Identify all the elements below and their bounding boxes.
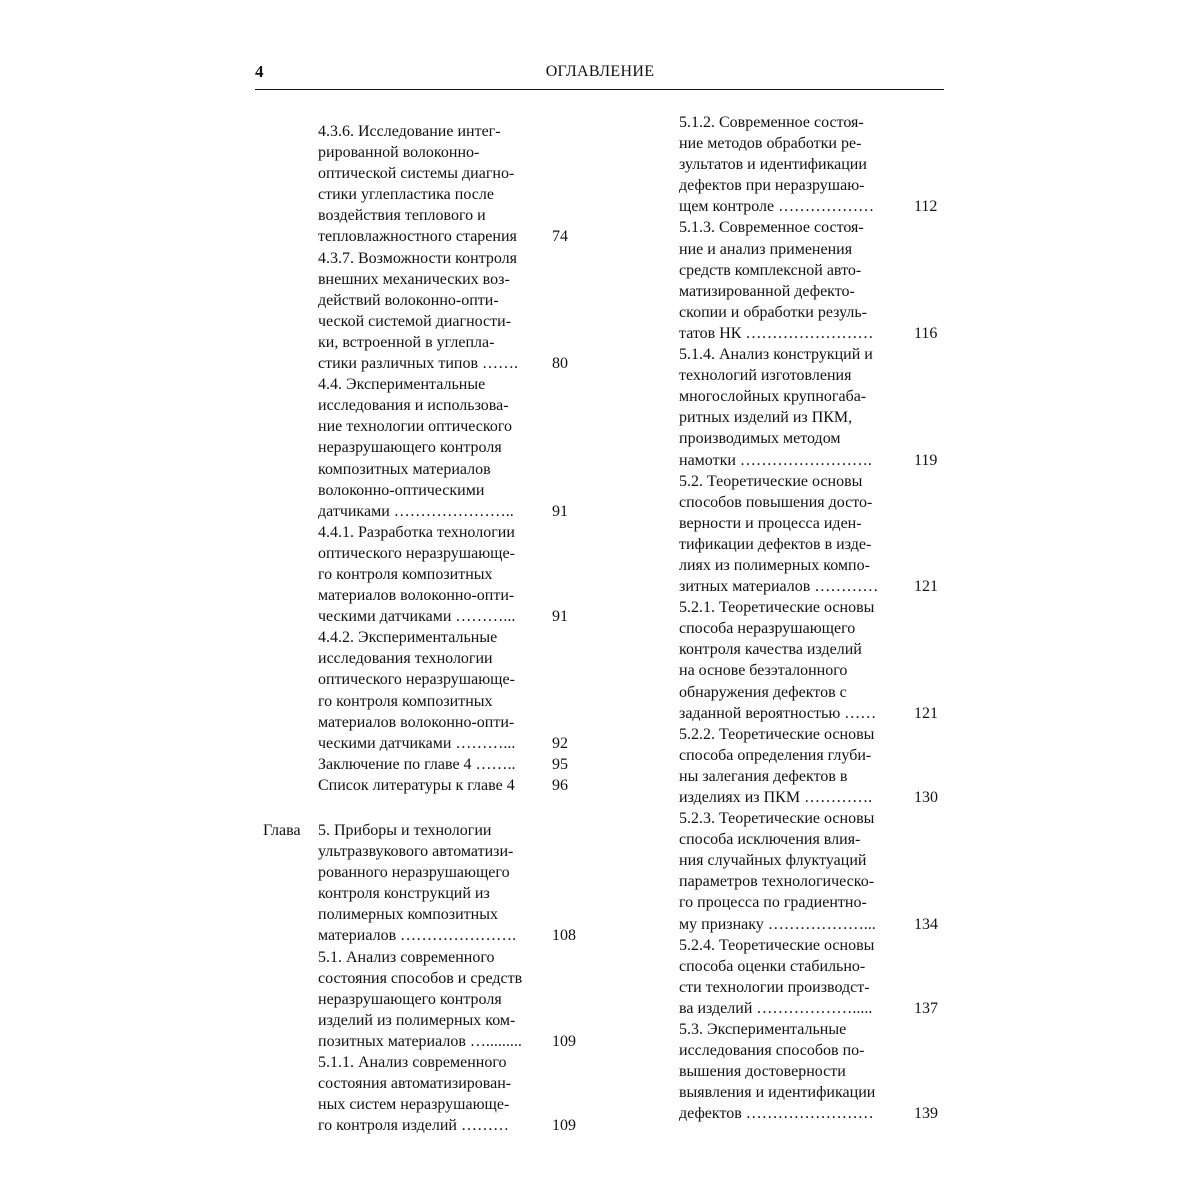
toc-page-number: 116 (914, 324, 938, 342)
toc-entry-text-line: 5. Приборы и технологии (318, 822, 492, 839)
toc-entry-text-line: способа исключения влия- (679, 831, 861, 849)
toc-entry-text-line: на основе безэталонного (679, 662, 848, 680)
toc-entry-text-line: внешних механических воз- (318, 270, 510, 288)
toc-entry-text-line: стики различных типов ……. (318, 355, 518, 373)
toc-entry-text-line: 5.2.3. Теоретические основы (679, 810, 875, 828)
toc-page-number: 137 (914, 999, 938, 1017)
toc-entry-text-line: полимерных композитных (318, 906, 498, 924)
toc-page-number: 109 (552, 1032, 576, 1050)
toc-entry-text-line: Заключение по главе 4 …….. (318, 755, 516, 773)
toc-entry-text-line: 4.4.1. Разработка технологии (318, 523, 515, 541)
toc-page-number: 74 (552, 228, 568, 246)
toc-entry-text-line: контроля конструкций из (318, 885, 490, 903)
toc-entry-text-line: оптического неразрушающе- (318, 544, 515, 562)
toc-entry-text-line: контроля качества изделий (679, 641, 862, 659)
toc-entry (679, 471, 945, 598)
toc-left-column (263, 121, 580, 1136)
toc-entry-text-line: оптической системы диагно- (318, 165, 515, 183)
toc-entry-text-line: ческой системой диагности- (318, 312, 512, 330)
toc-entry-text-line: ние и анализ применения (679, 240, 853, 258)
toc-entry (263, 820, 580, 947)
toc-entry-text-line: ритных изделий из ПКМ, (679, 409, 853, 427)
section-gap (318, 796, 580, 820)
toc-entry-text-line: тификации дефектов в изде- (679, 535, 872, 553)
toc-page-number: 92 (552, 734, 568, 752)
toc-entry-text-line: рованного неразрушающего (318, 864, 510, 882)
toc-entry-text-line: воздействия теплового и (318, 207, 486, 225)
toc-entry-text-line: неразрушающего контроля (318, 439, 502, 457)
toc-entry (318, 775, 580, 796)
toc-entry-text-line: ческими датчиками ………... (318, 734, 516, 752)
toc-entry-text-line: неразрушающего контроля (318, 990, 502, 1008)
toc-entry-text-line: параметров технологическо- (679, 873, 875, 891)
toc-entry (318, 248, 580, 375)
toc-entry-text-line: ние методов обработки ре- (679, 135, 862, 153)
toc-entry (679, 344, 945, 471)
toc-entry-text-line: 5.2.1. Теоретические основы (679, 599, 875, 617)
toc-entry-text-line: материалов волоконно-опти- (318, 713, 515, 731)
toc-entry (318, 627, 580, 754)
toc-entry-text-line: производимых методом (679, 430, 841, 448)
toc-entry-text-line: 5.1.2. Современное состоя- (679, 114, 864, 131)
toc-entry-text-line: ние технологии оптического (318, 418, 513, 436)
toc-entry (679, 597, 945, 724)
toc-page-number: 112 (914, 198, 938, 216)
toc-entry-text-line: 5.1.4. Анализ конструкций и (679, 346, 873, 364)
toc-right-column (679, 112, 945, 1125)
toc-entry-text-line: датчиками ………………….. (318, 502, 514, 520)
toc-entry-text-line: состояния способов и средств (318, 969, 523, 987)
toc-entry-text-line: рированной волоконно- (318, 144, 480, 162)
toc-entry-text-line: го процесса по градиентно- (679, 894, 867, 912)
toc-entry-text-line: материалов …………………. (318, 927, 517, 945)
running-title: ОГЛАВЛЕНИЕ (545, 63, 655, 80)
toc-entry (679, 935, 945, 1019)
toc-page-number: 119 (914, 451, 938, 469)
toc-entry-text-line: 5.2.2. Теоретические основы (679, 725, 875, 743)
toc-entry-text-line: дефектов при неразрушаю- (679, 177, 865, 195)
toc-page-number: 95 (552, 755, 568, 773)
toc-page-number: 96 (552, 776, 568, 794)
chapter-label: Глава (263, 822, 301, 839)
toc-entry-text-line: 4.4. Экспериментальные (318, 376, 486, 394)
toc-page-number: 130 (914, 789, 938, 806)
toc-entry-text-line: го контроля изделий ……… (318, 1117, 509, 1135)
toc-entry-text-line: технологий изготовления (679, 367, 852, 385)
toc-entry-text-line: ния случайных флуктуаций (679, 852, 867, 870)
toc-page-number: 139 (914, 1105, 938, 1123)
toc-entry-text-line: ческими датчиками ………... (318, 608, 516, 626)
toc-entry (679, 217, 945, 344)
toc-page-number: 91 (552, 608, 568, 626)
toc-entry-text-line: стики углепластика после (318, 186, 494, 204)
toc-entry-text-line: ва изделий ………………..... (679, 999, 873, 1017)
toc-entry (679, 808, 945, 935)
toc-entry (318, 374, 580, 522)
toc-entry-text-line: способа определения глуби- (679, 746, 872, 764)
toc-entry-text-line: вышения достоверности (679, 1063, 846, 1081)
toc-entry-text-line: зультатов и идентификации (679, 156, 867, 174)
toc-entry-text-line: композитных материалов (318, 460, 491, 478)
toc-entry-text-line: оптического неразрушающе- (318, 671, 515, 689)
toc-entry-text-line: зитных материалов ………… (679, 578, 879, 596)
toc-entry-text-line: 4.3.7. Возможности контроля (318, 249, 518, 267)
toc-entry (318, 522, 580, 627)
toc-entry-text-line: верности и процесса иден- (679, 514, 862, 532)
toc-entry-text-line: 5.1.1. Анализ современного (318, 1054, 507, 1072)
toc-entry-text-line: 5.1. Анализ современного (318, 948, 495, 966)
toc-entry-text-line: 5.2. Теоретические основы (679, 472, 863, 490)
toc-entry (679, 724, 945, 808)
toc-entry-text-line: многослойных крупногаба- (679, 388, 867, 406)
toc-page-number: 108 (552, 927, 576, 945)
toc-entry-text-line: состояния автоматизирован- (318, 1075, 512, 1093)
toc-entry-text-line: 5.2.4. Теоретические основы (679, 936, 875, 954)
toc-entry-text-line: ных систем неразрушающе- (318, 1096, 510, 1114)
toc-entry-text-line: изделий из полимерных ком- (318, 1011, 516, 1029)
toc-entry-text-line: намотки ……………………. (679, 451, 872, 469)
toc-entry-text-line: сти технологии производст- (679, 978, 870, 996)
toc-entry-text-line: исследования технологии (318, 650, 493, 668)
toc-entry (318, 947, 580, 1052)
toc-entry-text-line: заданной вероятностью …… (679, 704, 877, 722)
toc-entry-text-line: му признаку ………………... (679, 915, 876, 933)
toc-entry-text-line: ны залегания дефектов в (679, 767, 848, 785)
toc-entry-text-line: дефектов …………………… (679, 1105, 874, 1123)
toc-entry-text-line: ки, встроенной в углепла- (318, 333, 495, 351)
toc-entry-text-line: способа оценки стабильно- (679, 957, 866, 975)
toc-entry-text-line: тепловлажностного старения (318, 228, 517, 246)
toc-entry (318, 754, 580, 775)
toc-entry-text-line: обнаружения дефектов с (679, 683, 847, 701)
toc-entry-text-line: выявления и идентификации (679, 1084, 876, 1102)
toc-entry-text-line: щем контроле ……………… (679, 198, 875, 216)
page-number: 4 (255, 62, 264, 81)
toc-page-number: 121 (914, 704, 938, 722)
toc-entry-text-line: действий волоконно-опти- (318, 291, 499, 309)
toc-entry-text-line: го контроля композитных (318, 565, 493, 583)
toc-entry (318, 1052, 580, 1136)
toc-page-number: 109 (552, 1117, 576, 1135)
toc-entry-text-line: Список литературы к главе 4 (318, 776, 515, 794)
toc-entry-text-line: 5.3. Экспериментальные (679, 1021, 847, 1039)
toc-entry (679, 112, 945, 217)
toc-entry-text-line: лиях из полимерных компо- (679, 556, 870, 574)
toc-page-number: 80 (552, 355, 568, 373)
toc-entry-text-line: позитных материалов …......... (318, 1032, 522, 1050)
toc-entry-text-line: го контроля композитных (318, 692, 493, 710)
toc-entry-text-line: исследования способов по- (679, 1042, 865, 1060)
header-rule (255, 89, 944, 90)
toc-page-number: 91 (552, 502, 568, 520)
toc-entry (318, 121, 580, 248)
toc-entry-text-line: 4.4.2. Экспериментальные (318, 629, 498, 647)
toc-entry-text-line: исследования и использова- (318, 397, 509, 415)
toc-page-number: 121 (914, 578, 938, 596)
toc-entry-text-line: способов повышения досто- (679, 493, 873, 511)
toc-entry-text-line: татов НК …………………… (679, 324, 874, 342)
toc-entry (679, 1019, 945, 1124)
toc-entry-text-line: способа неразрушающего (679, 620, 856, 638)
toc-entry-text-line: волоконно-оптическими (318, 481, 485, 499)
toc-entry-text-line: матизированной дефекто- (679, 282, 855, 300)
toc-entry-text-line: скопии и обработки резуль- (679, 303, 867, 321)
toc-entry-text-line: материалов волоконно-опти- (318, 587, 515, 605)
toc-entry-text-line: 5.1.3. Современное состоя- (679, 219, 864, 237)
toc-entry-text-line: ультразвукового автоматизи- (318, 843, 514, 861)
toc-entry-text-line: 4.3.6. Исследование интег- (318, 123, 501, 140)
toc-page-number: 134 (914, 915, 938, 933)
toc-entry-text-line: изделиях из ПКМ …………. (679, 789, 873, 806)
toc-entry-text-line: средств комплексной авто- (679, 261, 862, 279)
